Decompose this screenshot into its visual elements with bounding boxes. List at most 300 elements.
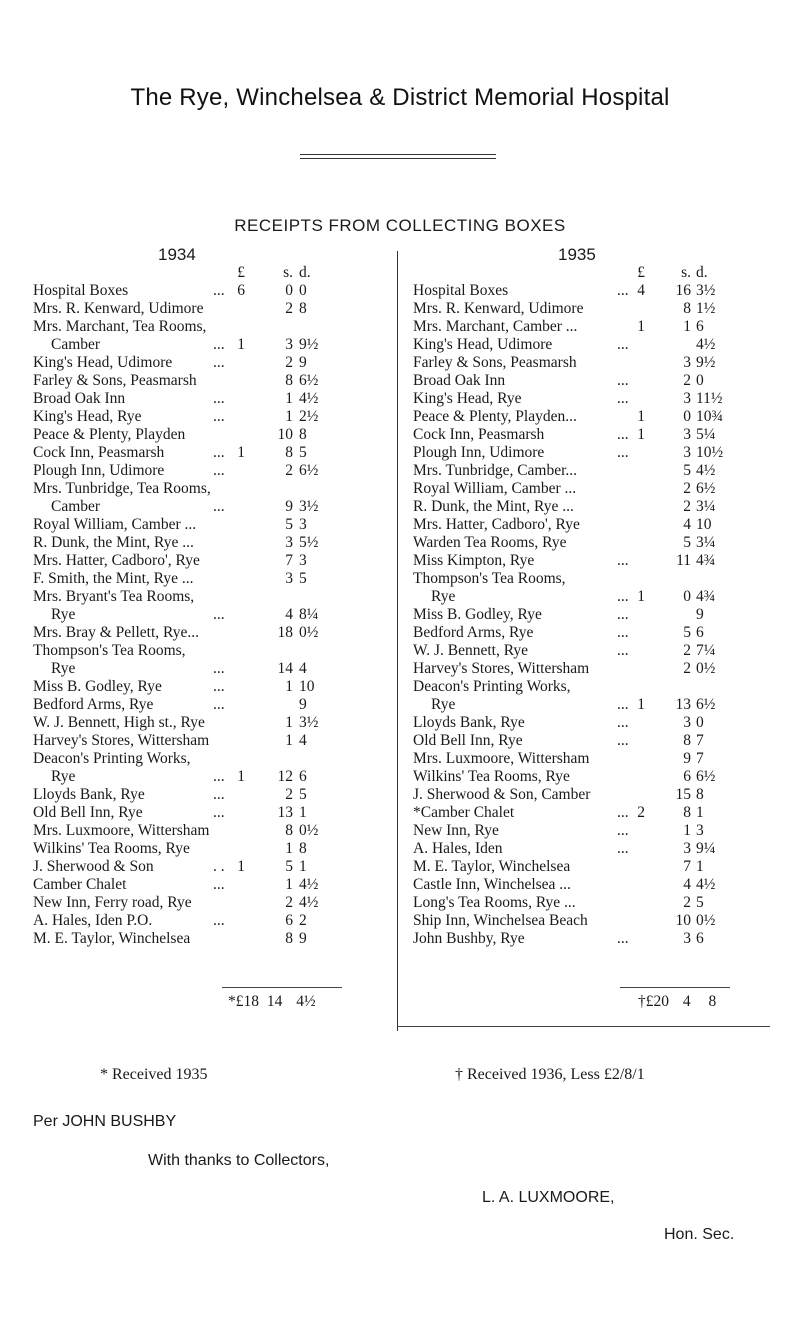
row-shil: 2	[683, 372, 691, 389]
row-pence: 6½	[299, 462, 319, 479]
row-shil: 3	[683, 840, 691, 857]
row-pence: 6½	[299, 372, 319, 389]
row-pence: 6½	[696, 480, 716, 497]
row-pence: 0	[299, 282, 307, 299]
table-row	[33, 840, 378, 858]
row-shil: 8	[683, 804, 691, 821]
row-pence: 4½	[299, 390, 319, 407]
row-label: King's Head, Udimore	[33, 354, 173, 371]
row-shil: 5	[683, 624, 691, 641]
row-leader: ...	[213, 912, 225, 929]
row-pence: 7¼	[696, 642, 716, 659]
row-pence: 7	[696, 750, 704, 767]
row-pence: 11½	[696, 390, 723, 407]
table-row	[33, 372, 378, 390]
row-pence: 1	[696, 804, 704, 821]
table-row	[413, 336, 773, 354]
row-pence: 6	[696, 318, 704, 335]
row-label: Mrs. Luxmoore, Wittersham	[413, 750, 590, 767]
row-pence: 6	[696, 624, 704, 641]
row-leader: ...	[617, 444, 629, 461]
table-row	[413, 768, 773, 786]
row-label: M. E. Taylor, Winchelsea	[33, 930, 191, 947]
row-label: A. Hales, Iden	[413, 840, 503, 857]
year-1935: 1935	[558, 245, 596, 264]
row-pence: 5	[696, 894, 704, 911]
row-label: Bedford Arms, Rye	[33, 696, 154, 713]
row-shil: 6	[683, 768, 691, 785]
total-1934-shillings: 14	[266, 993, 283, 1010]
row-pence: 9¼	[696, 840, 716, 857]
row-label: Mrs. R. Kenward, Udimore	[413, 300, 584, 317]
currency-header-pounds: £	[237, 264, 245, 281]
row-label: Rye	[51, 606, 76, 623]
table-row	[413, 624, 773, 642]
row-pence: 4¾	[696, 552, 716, 569]
table-row	[33, 858, 378, 876]
total-1935-pence: 8	[708, 993, 717, 1010]
row-pence: 4½	[696, 462, 716, 479]
row-leader: ...	[617, 552, 629, 569]
table-row	[33, 480, 378, 498]
row-label: Miss B. Godley, Rye	[413, 606, 542, 623]
row-label: New Inn, Ferry road, Rye	[33, 894, 192, 911]
row-pence: 2½	[299, 408, 319, 425]
row-leader: ...	[617, 714, 629, 731]
row-shil: 5	[683, 462, 691, 479]
table-row	[413, 822, 773, 840]
table-row	[33, 408, 378, 426]
row-label: Mrs. R. Kenward, Udimore	[33, 300, 204, 317]
row-label: Cock Inn, Peasmarsh	[33, 444, 165, 461]
currency-header-shil: s.	[681, 264, 691, 281]
row-label: Mrs. Luxmoore, Wittersham	[33, 822, 210, 839]
row-label: Lloyds Bank, Rye	[33, 786, 145, 803]
row-label: Harvey's Stores, Wittersham	[33, 732, 210, 749]
row-shil: 8	[285, 444, 293, 461]
row-shil: 2	[285, 354, 293, 371]
row-label: Old Bell Inn, Rye	[413, 732, 523, 749]
table-row	[33, 534, 378, 552]
row-shil: 3	[683, 444, 691, 461]
row-label: Ship Inn, Winchelsea Beach	[413, 912, 588, 929]
row-shil: 15	[675, 786, 691, 803]
table-row	[413, 714, 773, 732]
row-shil: 1	[285, 390, 293, 407]
row-pence: 9	[299, 354, 307, 371]
table-row	[33, 552, 378, 570]
row-label: Peace & Plenty, Playden	[33, 426, 186, 443]
table-row	[413, 498, 773, 516]
currency-header	[413, 264, 773, 282]
row-shil: 2	[683, 660, 691, 677]
row-shil: 2	[683, 894, 691, 911]
table-row	[33, 426, 378, 444]
row-label: Mrs. Bryant's Tea Rooms,	[33, 588, 195, 605]
row-label: Farley & Sons, Peasmarsh	[413, 354, 577, 371]
table-row	[33, 678, 378, 696]
row-pence: 5½	[299, 534, 319, 551]
table-row	[33, 606, 378, 624]
row-shil: 3	[285, 336, 293, 353]
row-leader: ...	[213, 696, 225, 713]
row-shil: 10	[277, 426, 293, 443]
row-pence: 1	[696, 858, 704, 875]
row-label: Mrs. Tunbridge, Tea Rooms,	[33, 480, 211, 497]
row-label: W. J. Bennett, Rye	[413, 642, 529, 659]
table-row	[413, 660, 773, 678]
row-label: Warden Tea Rooms, Rye	[413, 534, 567, 551]
table-row	[413, 912, 773, 930]
currency-header	[33, 264, 378, 282]
row-pence: 5	[299, 444, 307, 461]
table-row	[413, 930, 773, 948]
row-shil: 2	[683, 498, 691, 515]
table-row	[33, 336, 378, 354]
row-pence: 4½	[299, 876, 319, 893]
row-shil: 3	[683, 426, 691, 443]
table-row	[33, 714, 378, 732]
row-shil: 16	[675, 282, 691, 299]
row-pence: 8	[299, 426, 307, 443]
table-row	[33, 732, 378, 750]
row-pence: 4½	[696, 336, 716, 353]
row-leader: ...	[617, 642, 629, 659]
row-shil: 10	[675, 912, 691, 929]
row-leader: ...	[213, 282, 225, 299]
row-shil: 4	[285, 606, 293, 623]
row-pounds: 2	[637, 804, 645, 821]
table-row	[413, 840, 773, 858]
row-shil: 2	[683, 642, 691, 659]
row-shil: 8	[285, 372, 293, 389]
row-label: Mrs. Marchant, Camber ...	[413, 318, 578, 335]
row-pence: 6½	[696, 768, 716, 785]
row-leader: ...	[213, 678, 225, 695]
total-1934-pounds: *£18	[228, 993, 259, 1010]
row-label: Deacon's Printing Works,	[413, 678, 571, 695]
row-pounds: 1	[237, 858, 245, 875]
row-label: Long's Tea Rooms, Rye ...	[413, 894, 576, 911]
row-leader: ...	[617, 732, 629, 749]
row-label: Broad Oak Inn	[33, 390, 126, 407]
row-shil: 2	[285, 462, 293, 479]
row-label: F. Smith, the Mint, Rye ...	[33, 570, 194, 587]
row-shil: 7	[285, 552, 293, 569]
table-row	[33, 912, 378, 930]
row-shil: 1	[285, 840, 293, 857]
row-leader: ...	[617, 282, 629, 299]
row-leader: ...	[617, 930, 629, 947]
row-pence: 9	[299, 930, 307, 947]
row-pence: 1	[299, 804, 307, 821]
receipts-table-1935	[413, 264, 773, 948]
table-row	[33, 768, 378, 786]
row-leader: ...	[213, 462, 225, 479]
row-shil: 1	[285, 408, 293, 425]
row-label: King's Head, Rye	[413, 390, 522, 407]
row-pence: 8	[696, 786, 704, 803]
row-shil: 7	[683, 858, 691, 875]
row-label: Rye	[431, 696, 456, 713]
total-1935	[638, 993, 716, 1011]
row-leader: ...	[213, 606, 225, 623]
signature-role: Hon. Sec.	[664, 1226, 735, 1243]
row-pounds: 6	[237, 282, 245, 299]
row-pence: 4½	[696, 876, 716, 893]
row-label: Plough Inn, Udimore	[33, 462, 165, 479]
row-label: John Bushby, Rye	[413, 930, 525, 947]
table-row	[413, 552, 773, 570]
row-leader: ...	[617, 822, 629, 839]
row-leader: ...	[213, 768, 225, 785]
row-pounds: 1	[237, 444, 245, 461]
row-pence: 5	[299, 786, 307, 803]
row-pence: 9½	[696, 354, 716, 371]
row-shil: 8	[285, 930, 293, 947]
row-pence: 3	[299, 552, 307, 569]
row-shil: 2	[285, 786, 293, 803]
row-leader: ...	[213, 876, 225, 893]
row-pence: 3¼	[696, 534, 716, 551]
table-row	[413, 426, 773, 444]
row-shil: 0	[285, 282, 293, 299]
row-pounds: 4	[637, 282, 645, 299]
row-pence: 1½	[696, 300, 716, 317]
row-label: *Camber Chalet	[413, 804, 515, 821]
row-pence: 1	[299, 858, 307, 875]
row-leader: ...	[617, 804, 629, 821]
row-shil: 2	[285, 894, 293, 911]
row-leader: ...	[213, 354, 225, 371]
table-row	[413, 588, 773, 606]
footnote-1934: * Received 1935	[100, 1066, 208, 1083]
row-shil: 3	[683, 390, 691, 407]
row-label: Cock Inn, Peasmarsh	[413, 426, 545, 443]
row-shil: 8	[285, 822, 293, 839]
row-pence: 0½	[299, 822, 319, 839]
row-shil: 1	[683, 318, 691, 335]
table-row	[413, 318, 773, 336]
table-row	[413, 372, 773, 390]
row-shil: 13	[675, 696, 691, 713]
row-label: Deacon's Printing Works,	[33, 750, 191, 767]
signature-thanks: With thanks to Collectors,	[148, 1152, 330, 1169]
currency-header-pence: d.	[299, 264, 311, 281]
row-label: Broad Oak Inn	[413, 372, 506, 389]
receipts-table-1934	[33, 264, 378, 948]
table-row	[33, 642, 378, 660]
row-leader: ...	[213, 660, 225, 677]
row-pounds: 1	[637, 408, 645, 425]
table-row	[413, 534, 773, 552]
section-heading: RECEIPTS FROM COLLECTING BOXES	[234, 216, 566, 235]
table-row	[413, 300, 773, 318]
row-shil: 0	[683, 588, 691, 605]
row-label: Miss Kimpton, Rye	[413, 552, 535, 569]
row-pence: 10	[696, 516, 712, 533]
table-row	[33, 462, 378, 480]
title-divider	[300, 154, 496, 159]
row-label: R. Dunk, the Mint, Rye ...	[33, 534, 194, 551]
row-shil: 12	[277, 768, 293, 785]
signature-per: Per JOHN BUSHBY	[33, 1113, 177, 1130]
row-label: Hospital Boxes	[33, 282, 129, 299]
row-leader: ...	[617, 696, 629, 713]
row-leader: . .	[213, 858, 225, 875]
table-row	[413, 354, 773, 372]
row-pence: 0	[696, 372, 704, 389]
row-leader: ...	[213, 804, 225, 821]
row-pence: 3½	[299, 498, 319, 515]
table-row	[413, 570, 773, 588]
row-pence: 3	[696, 822, 704, 839]
row-pence: 4	[299, 732, 307, 749]
table-row	[33, 624, 378, 642]
row-label: A. Hales, Iden P.O.	[33, 912, 153, 929]
row-shil: 3	[285, 534, 293, 551]
row-pence: 4	[299, 660, 307, 677]
row-shil: 3	[683, 930, 691, 947]
row-label: Wilkins' Tea Rooms, Rye	[33, 840, 190, 857]
row-pence: 0½	[299, 624, 319, 641]
row-pounds: 1	[637, 588, 645, 605]
row-label: Wilkins' Tea Rooms, Rye	[413, 768, 570, 785]
total-rule-left	[222, 987, 342, 988]
row-pence: 8	[299, 300, 307, 317]
table-row	[413, 804, 773, 822]
table-row	[413, 462, 773, 480]
row-leader: ...	[213, 336, 225, 353]
row-leader: ...	[213, 786, 225, 803]
row-pence: 2	[299, 912, 307, 929]
column-divider	[397, 251, 398, 1031]
row-leader: ...	[617, 840, 629, 857]
row-label: Camber	[51, 498, 101, 515]
row-leader: ...	[213, 498, 225, 515]
row-label: Thompson's Tea Rooms,	[33, 642, 186, 659]
row-leader: ...	[617, 588, 629, 605]
table-row	[413, 282, 773, 300]
row-leader: ...	[213, 444, 225, 461]
row-label: Plough Inn, Udimore	[413, 444, 545, 461]
year-1934: 1934	[158, 245, 196, 264]
table-row	[33, 876, 378, 894]
row-label: Rye	[51, 768, 76, 785]
row-label: Old Bell Inn, Rye	[33, 804, 143, 821]
table-row	[33, 786, 378, 804]
table-row	[33, 354, 378, 372]
row-leader: ...	[617, 606, 629, 623]
table-row	[413, 606, 773, 624]
row-pence: 4¾	[696, 588, 716, 605]
table-row	[413, 876, 773, 894]
row-pence: 10	[299, 678, 315, 695]
row-pence: 3¼	[696, 498, 716, 515]
row-label: Miss B. Godley, Rye	[33, 678, 162, 695]
row-shil: 1	[285, 678, 293, 695]
row-shil: 11	[676, 552, 691, 569]
row-shil: 1	[285, 732, 293, 749]
row-pence: 9	[299, 696, 307, 713]
row-shil: 6	[285, 912, 293, 929]
row-label: Farley & Sons, Peasmarsh	[33, 372, 197, 389]
row-shil: 9	[683, 750, 691, 767]
row-pence: 4½	[299, 894, 319, 911]
row-pence: 8	[299, 840, 307, 857]
row-shil: 13	[277, 804, 293, 821]
table-row	[33, 930, 378, 948]
table-row	[33, 444, 378, 462]
row-pence: 0½	[696, 912, 716, 929]
row-pence: 6½	[696, 696, 716, 713]
row-label: M. E. Taylor, Winchelsea	[413, 858, 571, 875]
total-1934-pence: 4½	[296, 993, 316, 1010]
row-pence: 3½	[299, 714, 319, 731]
row-shil: 9	[285, 498, 293, 515]
row-pounds: 1	[637, 426, 645, 443]
table-row	[33, 498, 378, 516]
row-pounds: 1	[637, 696, 645, 713]
table-row	[33, 750, 378, 768]
row-label: J. Sherwood & Son	[33, 858, 154, 875]
row-pounds: 1	[237, 768, 245, 785]
row-label: Mrs. Marchant, Tea Rooms,	[33, 318, 207, 335]
row-leader: ...	[617, 390, 629, 407]
table-row	[413, 480, 773, 498]
row-shil: 4	[683, 876, 691, 893]
row-label: Camber	[51, 336, 101, 353]
table-row	[33, 516, 378, 534]
row-leader: ...	[617, 426, 629, 443]
bottom-rule-right	[398, 1026, 770, 1027]
row-shil: 4	[683, 516, 691, 533]
table-row	[413, 678, 773, 696]
table-row	[33, 660, 378, 678]
row-shil: 2	[285, 300, 293, 317]
row-shil: 2	[683, 480, 691, 497]
row-shil: 5	[285, 516, 293, 533]
row-pence: 9	[696, 606, 704, 623]
row-shil: 1	[285, 714, 293, 731]
row-shil: 8	[683, 732, 691, 749]
row-pence: 5¼	[696, 426, 716, 443]
row-label: Bedford Arms, Rye	[413, 624, 534, 641]
table-row	[33, 282, 378, 300]
row-label: R. Dunk, the Mint, Rye ...	[413, 498, 574, 515]
row-label: Mrs. Hatter, Cadboro', Rye	[413, 516, 580, 533]
currency-header-pence: d.	[696, 264, 708, 281]
row-label: Thompson's Tea Rooms,	[413, 570, 566, 587]
row-shil: 3	[285, 570, 293, 587]
row-leader: ...	[617, 372, 629, 389]
row-shil: 3	[683, 714, 691, 731]
row-pence: 6	[696, 930, 704, 947]
row-pence: 5	[299, 570, 307, 587]
row-label: J. Sherwood & Son, Camber	[413, 786, 591, 803]
row-shil: 5	[683, 534, 691, 551]
table-row	[413, 516, 773, 534]
row-label: Mrs. Tunbridge, Camber...	[413, 462, 578, 479]
row-label: King's Head, Rye	[33, 408, 142, 425]
row-label: Peace & Plenty, Playden...	[413, 408, 577, 425]
table-row	[413, 696, 773, 714]
row-pence: 8¼	[299, 606, 319, 623]
row-label: Mrs. Hatter, Cadboro', Rye	[33, 552, 200, 569]
row-label: New Inn, Rye	[413, 822, 499, 839]
row-label: Hospital Boxes	[413, 282, 509, 299]
currency-header-shil: s.	[283, 264, 293, 281]
